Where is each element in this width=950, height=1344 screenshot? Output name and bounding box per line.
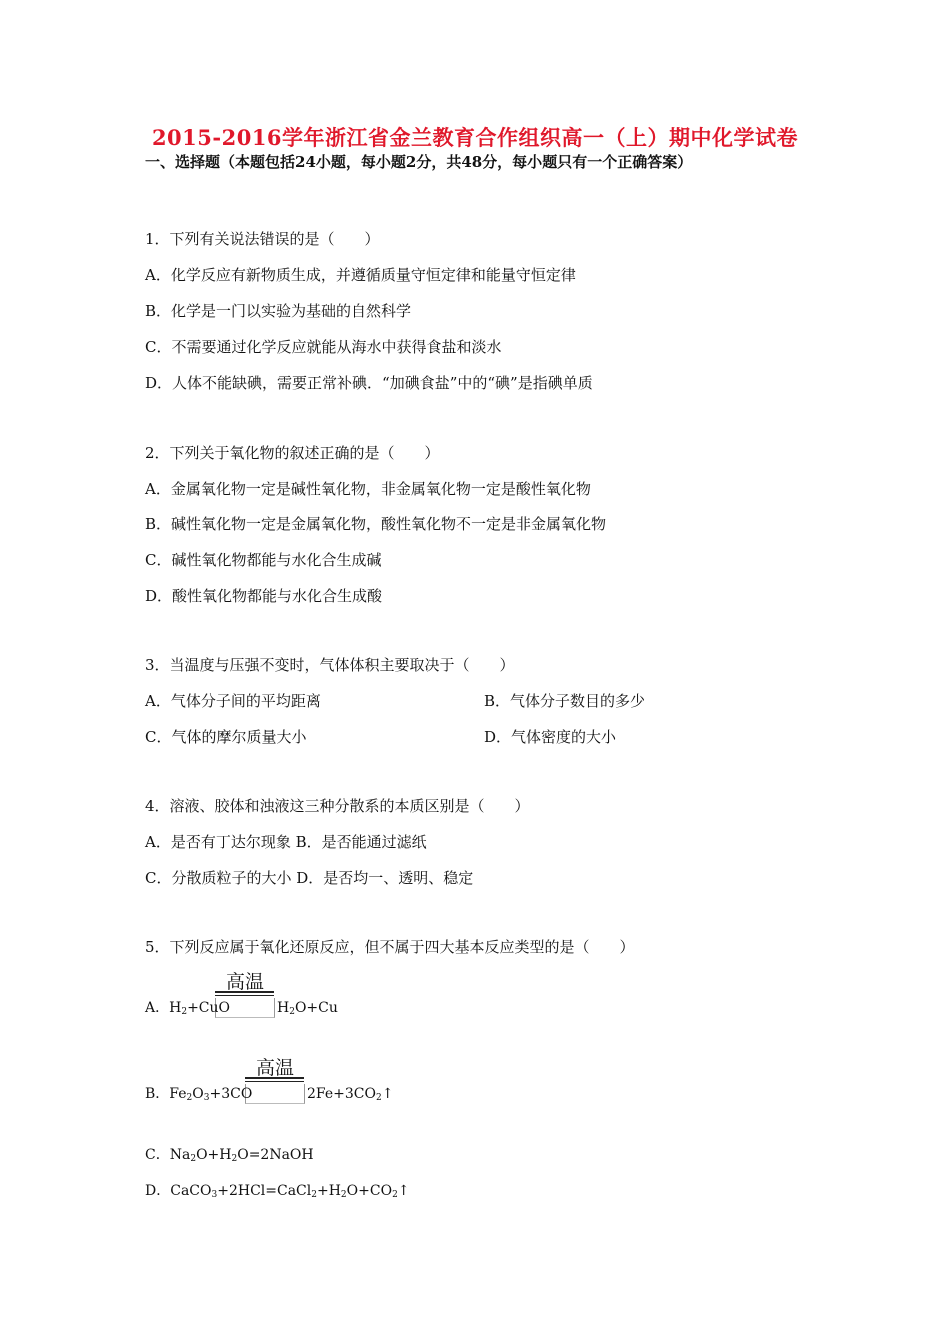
section-header: 一、选择题（本题包括24小题，每小题2分，共48分，每小题只有一个正确答案）	[145, 153, 693, 171]
gas-arrow-icon: ↑	[381, 1086, 394, 1102]
question-1-option-a: A．化学反应有新物质生成，并遵循质量守恒定律和能量守恒定律	[145, 266, 576, 284]
equation-bar-b-top	[245, 1077, 304, 1079]
equation-bar-b-bottom	[245, 1081, 304, 1082]
question-5-option-c: C．$Na_2O+H_2O=2NaOH$	[145, 1147, 314, 1164]
question-4-options-ab: A．是否有丁达尔现象 B．是否能通过滤纸	[145, 833, 427, 851]
gas-arrow-icon: ↑	[397, 1183, 410, 1199]
question-5-option-a-left: A．$H_2+CuO$	[145, 1000, 231, 1017]
reaction-condition-b: 高温	[256, 1057, 295, 1079]
question-5-option-b-right: $2Fe+3CO_2↑$	[307, 1086, 394, 1103]
question-5-option-a-right: $H_2O+Cu$	[277, 1000, 338, 1017]
question-4-stem: 4．溶液、胶体和浊液这三种分散系的本质区别是（ ）	[145, 797, 530, 815]
question-2-stem: 2．下列关于氧化物的叙述正确的是（ ）	[145, 444, 440, 462]
question-1-option-b: B．化学是一门以实验为基础的自然科学	[145, 302, 412, 320]
question-3-stem: 3．当温度与压强不变时，气体体积主要取决于（ ）	[145, 656, 515, 674]
equation-bar-a-bottom	[215, 995, 274, 996]
question-3-option-c: C．气体的摩尔质量大小	[145, 728, 307, 746]
question-2-option-a: A．金属氧化物一定是碱性氧化物，非金属氧化物一定是酸性氧化物	[145, 480, 591, 498]
question-5-option-d: D．$CaCO_3+2HCl=CaCl_2+H_2O+CO_2↑$	[145, 1183, 410, 1200]
question-4-options-cd: C．分散质粒子的大小 D．是否均一、透明、稳定	[145, 869, 474, 887]
question-3-option-a: A．气体分子间的平均距离	[145, 692, 321, 710]
question-1-stem: 1．下列有关说法错误的是（ ）	[145, 230, 380, 248]
question-3-option-b: B．气体分子数目的多少	[484, 692, 646, 710]
question-5-stem: 5．下列反应属于氧化还原反应，但不属于四大基本反应类型的是（ ）	[145, 938, 635, 956]
reaction-condition-a: 高温	[226, 971, 265, 993]
equation-box-b	[245, 1084, 305, 1104]
question-2-option-b: B．碱性氧化物一定是金属氧化物，酸性氧化物不一定是非金属氧化物	[145, 515, 607, 533]
question-2-option-c: C．碱性氧化物都能与水化合生成碱	[145, 551, 382, 569]
equation-bar-a-top	[215, 991, 274, 993]
question-5-option-b-left: B．$Fe_2O_3+3CO$	[145, 1086, 253, 1103]
question-2-option-d: D．酸性氧化物都能与水化合生成酸	[145, 587, 383, 605]
question-1-option-d: D．人体不能缺碘，需要正常补碘．“加碘食盐”中的“碘”是指碘单质	[145, 374, 593, 392]
exam-title: 2015-2016学年浙江省金兰教育合作组织高一（上）期中化学试卷	[151, 125, 799, 150]
question-3-option-d: D．气体密度的大小	[484, 728, 617, 746]
question-1-option-c: C．不需要通过化学反应就能从海水中获得食盐和淡水	[145, 338, 502, 356]
